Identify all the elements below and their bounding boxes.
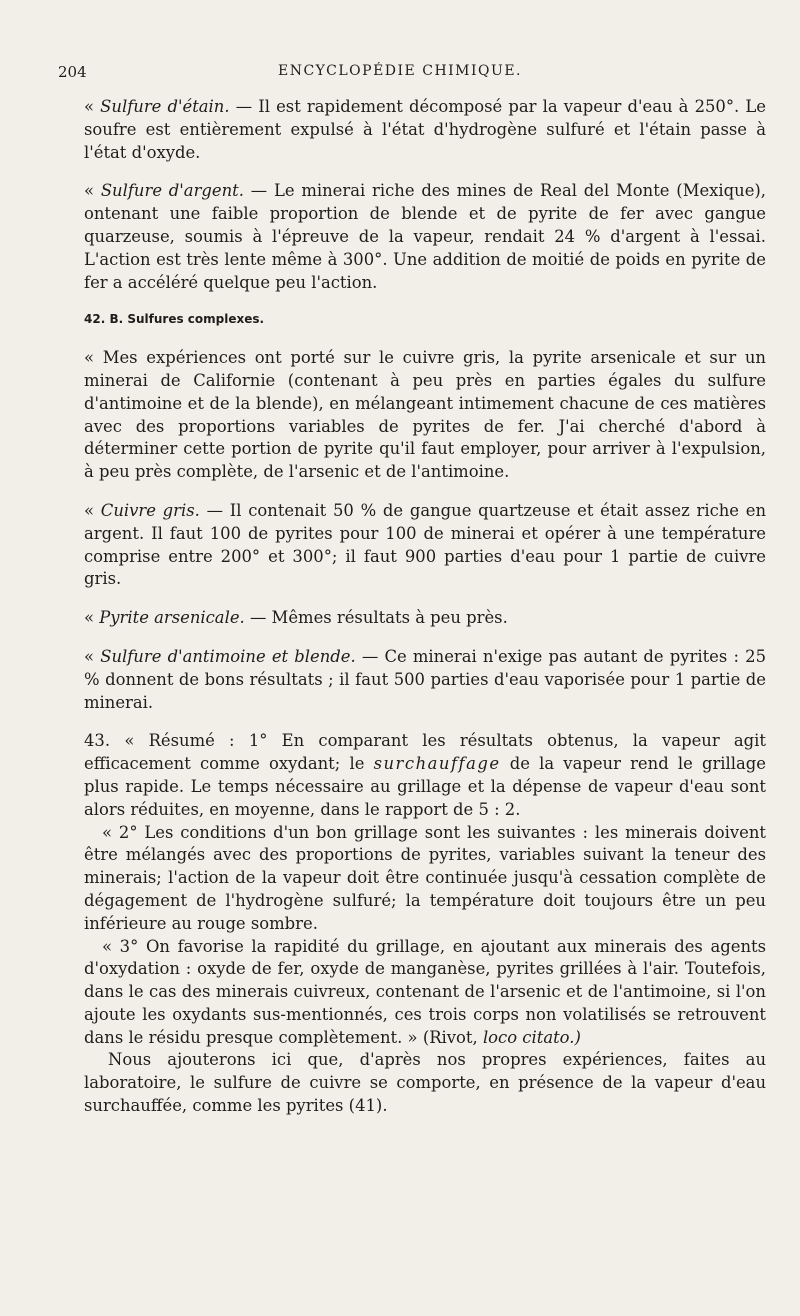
paragraph-title: Cuivre gris. — [100, 500, 200, 520]
running-title: ENCYCLOPÉDIE CHIMIQUE. — [278, 63, 522, 79]
paragraph-title: Pyrite arsenicale. — [99, 608, 245, 628]
paragraph-resume — [84, 730, 766, 821]
citation-location: loco citato.) — [482, 1027, 581, 1047]
paragraph-text: « 2° Les conditions d'un bon grillage sont les suivantes : les minerais doivent être mélangés avec des proportions de pyrites, variables suivant la teneur des minerais; l'action de la vapeur doit être continuée jusqu'à cessation complète de dégagement de l'hydrogène sulfuré; la température doit toujours être un peu inférieure au rouge sombre. — [84, 822, 766, 933]
paragraph-pyrite-arsenicale: « Pyrite arsenicale. — Mêmes résultats à peu près. — [84, 608, 508, 628]
paragraph-text: Mes expériences ont porté sur le cuivre gris, la pyrite arsenicale et sur un minerai de Californie (contenant à peu près en parties égales du sulfure d'antimoine et de la blende), en mélangeant intimement chacune de ces matières avec des proportions variables de pyrites de fer. J'ai cherché d'abord à déterminer cette portion de pyrite qu'il faut employer, pour arriver à l'expulsion, à peu près complète, de l'arsenic et de l'antimoine. — [84, 348, 766, 482]
paragraph-text: Ce minerai n'exige pas autant de pyrites : 25 % donnent de bons résultats ; il faut 500 parties d'eau vaporisée pour 1 partie de minerai. — [84, 646, 767, 712]
paragraph-text: « Résumé : 1° En comparant les résultats obtenus, la vapeur agit efficacement comme oxydant; le — [84, 731, 766, 774]
section-number: 43. — [84, 731, 111, 751]
paragraph-conclusion — [84, 1049, 766, 1117]
paragraph-title: Sulfure d'étain. — [100, 97, 230, 116]
emphasis-term: surchauffage — [373, 754, 501, 774]
paragraph-text: Mêmes résultats à peu près. — [271, 608, 508, 628]
paragraph-text: « 3° On favorise la rapidité du grillage, en ajoutant aux minerais des agents d'oxydation : oxyde de fer, oxyde de manganèse, pyrites grillées à l'air. Toutefois, dans le cas des minerais cuivreux, contenant de l'arsenic et de l'antimoine, si l'on ajoute les oxydants sus-mentionnés, ces trois corps non volatilisés se retrouvent dans le résidu presque complètement. » — [84, 936, 766, 1047]
page-header — [58, 63, 742, 89]
paragraph-cuivre-gris: « Cuivre gris. — Il contenait 50 % de gangue quartzeuse et était assez riche en argent. Il faut 100 de pyrites pour 100 de minerai et opérer à une température comprise entre 200° et 300°; il faut 900 parties d'eau pour 1 partie de cuivre gris. — [84, 500, 767, 589]
paragraph-title: Sulfure d'antimoine et blende. — [100, 646, 356, 666]
paragraph-sulfure-argent: « Sulfure d'argent. — Le minerai riche des mines de Real del Monte (Mexique), ontenant une faible proportion de blende et de pyrite de fer avec gangue quarzeuse, soumis à l'épreuve de la vapeur, rendait 24 % d'argent à l'essai. L'action est très lente même à 300°. Une addition de moitié de poids en pyrite de fer a accéléré quelque peu l'action. — [84, 181, 767, 292]
section-heading — [84, 308, 766, 331]
section-number: 42. — [84, 312, 106, 327]
paragraph-conditions — [84, 822, 766, 936]
paragraph-text: de la vapeur rend le grillage plus rapide. Le temps nécessaire au grillage et la dépense de vapeur d'eau sont alors réduites, en moyenne, dans le rapport de 5 : 2. — [84, 754, 766, 819]
paragraph-title: Sulfure d'argent. — [100, 181, 244, 201]
paragraph-text: Le minerai riche des mines de Real del Monte (Mexique), ontenant une faible proportion de blende et de pyrite de fer avec gangue quarzeuse, soumis à l'épreuve de la vapeur, rendait 24 % d'argent à l'essai. L'action est très lente même à 300°. Une addition de moitié de poids en pyrite de fer a accéléré quelque peu l'action. — [84, 181, 767, 292]
paragraph-text: Nous ajouterons ici que, d'après nos propres expériences, faites au laboratoire, le sulfure de cuivre se comporte, en présence de la vapeur d'eau surchauffée, comme les pyrites (41). — [84, 1050, 766, 1116]
paragraph-text: Il contenait 50 % de gangue quartzeuse et était assez riche en argent. Il faut 100 de pyrites pour 100 de minerai et opérer à une température comprise entre 200° et 300°; il faut 900 parties d'eau pour 1 partie de cuivre gris. — [84, 500, 767, 589]
section-title: B. Sulfures complexes. — [109, 312, 265, 327]
citation-author: (Rivot, — [422, 1027, 478, 1047]
paragraph-rapidite — [84, 936, 766, 1050]
paragraph-sulfure-etain: « Sulfure d'étain. — Il est rapidement décomposé par la vapeur d'eau à 250°. Le soufre est entièrement expulsé à l'état d'hydrogène sulfuré et l'étain passe à l'état d'oxyde. — [84, 97, 766, 162]
page-body — [84, 96, 766, 1118]
paragraph-experiences: « Mes expériences ont porté sur le cuivre gris, la pyrite arsenicale et sur un minerai de Californie (contenant à peu près en parties égales du sulfure d'antimoine et de la blende), en mélangeant intimement chacune de ces matières avec des proportions variables de pyrites de fer. J'ai cherché d'abord à déterminer cette portion de pyrite qu'il faut employer, pour arriver à l'expulsion, à peu près complète, de l'arsenic et de l'antimoine. — [84, 348, 766, 482]
page-number: 204 — [58, 63, 87, 81]
paragraph-text: Il est rapidement décomposé par la vapeur d'eau à 250°. Le soufre est entièrement expulsé à l'état d'hydrogène sulfuré et l'étain passe à l'état d'oxyde. — [84, 97, 766, 162]
paragraph-antimoine-blende: « Sulfure d'antimoine et blende. — Ce minerai n'exige pas autant de pyrites : 25 % donnent de bons résultats ; il faut 500 parties d'eau vaporisée pour 1 partie de minerai. — [84, 646, 767, 712]
